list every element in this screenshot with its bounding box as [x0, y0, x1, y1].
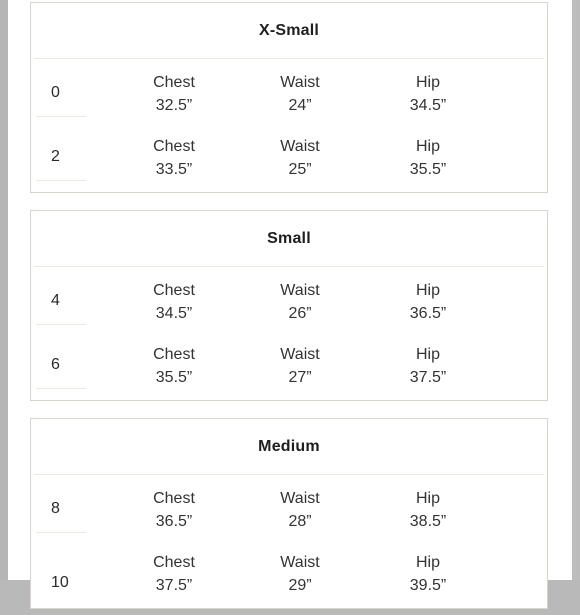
chest-measurement: [119, 487, 229, 533]
table-row: [31, 269, 547, 333]
hip-label: Hip: [415, 282, 440, 299]
waist-value: 29”: [288, 577, 312, 594]
waist-label: Waist: [280, 490, 320, 507]
waist-label: Waist: [280, 74, 320, 91]
size-card-title: X-Small: [34, 3, 544, 59]
hip-label: Hip: [415, 138, 440, 155]
hip-value: 37.5”: [409, 369, 447, 386]
waist-label: Waist: [280, 554, 320, 571]
hip-measurement: [373, 487, 483, 533]
size-card-title: Small: [34, 211, 544, 267]
row-divider: [36, 532, 86, 533]
chest-label: Chest: [153, 346, 195, 363]
hip-value: 36.5”: [409, 305, 447, 322]
size-card-title: Medium: [34, 419, 544, 475]
waist-value: 27”: [288, 369, 312, 386]
waist-value: 24”: [288, 97, 312, 114]
hip-measurement: [373, 343, 483, 389]
chest-measurement: [119, 551, 229, 597]
hip-measurement: [373, 71, 483, 117]
chest-value: 36.5”: [155, 513, 193, 530]
size-card-small: [30, 210, 548, 401]
chest-label: Chest: [153, 554, 195, 571]
hip-value: 39.5”: [409, 577, 447, 594]
size-number: 6: [51, 356, 60, 373]
hip-measurement: [373, 279, 483, 325]
chest-value: 33.5”: [155, 161, 193, 178]
size-chart-sheet: [8, 0, 572, 594]
waist-measurement: [245, 279, 355, 325]
waist-label: Waist: [280, 282, 320, 299]
table-row: [31, 541, 547, 605]
waist-value: 26”: [288, 305, 312, 322]
size-card-x-small: [30, 2, 548, 193]
size-number: 10: [51, 574, 69, 591]
hip-value: 34.5”: [409, 97, 447, 114]
table-row: [31, 61, 547, 125]
hip-label: Hip: [415, 346, 440, 363]
chest-value: 34.5”: [155, 305, 193, 322]
hip-label: Hip: [415, 490, 440, 507]
waist-label: Waist: [280, 138, 320, 155]
waist-value: 25”: [288, 161, 312, 178]
waist-measurement: [245, 343, 355, 389]
chest-value: 35.5”: [155, 369, 193, 386]
right-frame-edge: [572, 0, 580, 580]
hip-value: 35.5”: [409, 161, 447, 178]
size-card-medium: [30, 418, 548, 609]
size-number: 4: [51, 292, 60, 309]
hip-measurement: [373, 551, 483, 597]
chest-measurement: [119, 279, 229, 325]
chest-value: 32.5”: [155, 97, 193, 114]
row-divider: [36, 180, 86, 181]
hip-value: 38.5”: [409, 513, 447, 530]
hip-label: Hip: [415, 554, 440, 571]
waist-measurement: [245, 135, 355, 181]
hip-label: Hip: [415, 74, 440, 91]
size-number: 0: [51, 84, 60, 101]
chest-label: Chest: [153, 282, 195, 299]
table-row: [31, 333, 547, 397]
row-divider: [36, 388, 86, 389]
size-number: 2: [51, 148, 60, 165]
chest-measurement: [119, 71, 229, 117]
chest-measurement: [119, 135, 229, 181]
size-number: 8: [51, 500, 60, 517]
left-frame-edge: [0, 0, 8, 580]
waist-label: Waist: [280, 346, 320, 363]
waist-measurement: [245, 551, 355, 597]
waist-value: 28”: [288, 513, 312, 530]
row-divider: [36, 324, 86, 325]
table-row: [31, 477, 547, 541]
table-row: [31, 125, 547, 189]
chest-label: Chest: [153, 490, 195, 507]
chest-value: 37.5”: [155, 577, 193, 594]
hip-measurement: [373, 135, 483, 181]
waist-measurement: [245, 71, 355, 117]
chest-label: Chest: [153, 138, 195, 155]
chest-label: Chest: [153, 74, 195, 91]
waist-measurement: [245, 487, 355, 533]
row-divider: [36, 116, 86, 117]
chest-measurement: [119, 343, 229, 389]
